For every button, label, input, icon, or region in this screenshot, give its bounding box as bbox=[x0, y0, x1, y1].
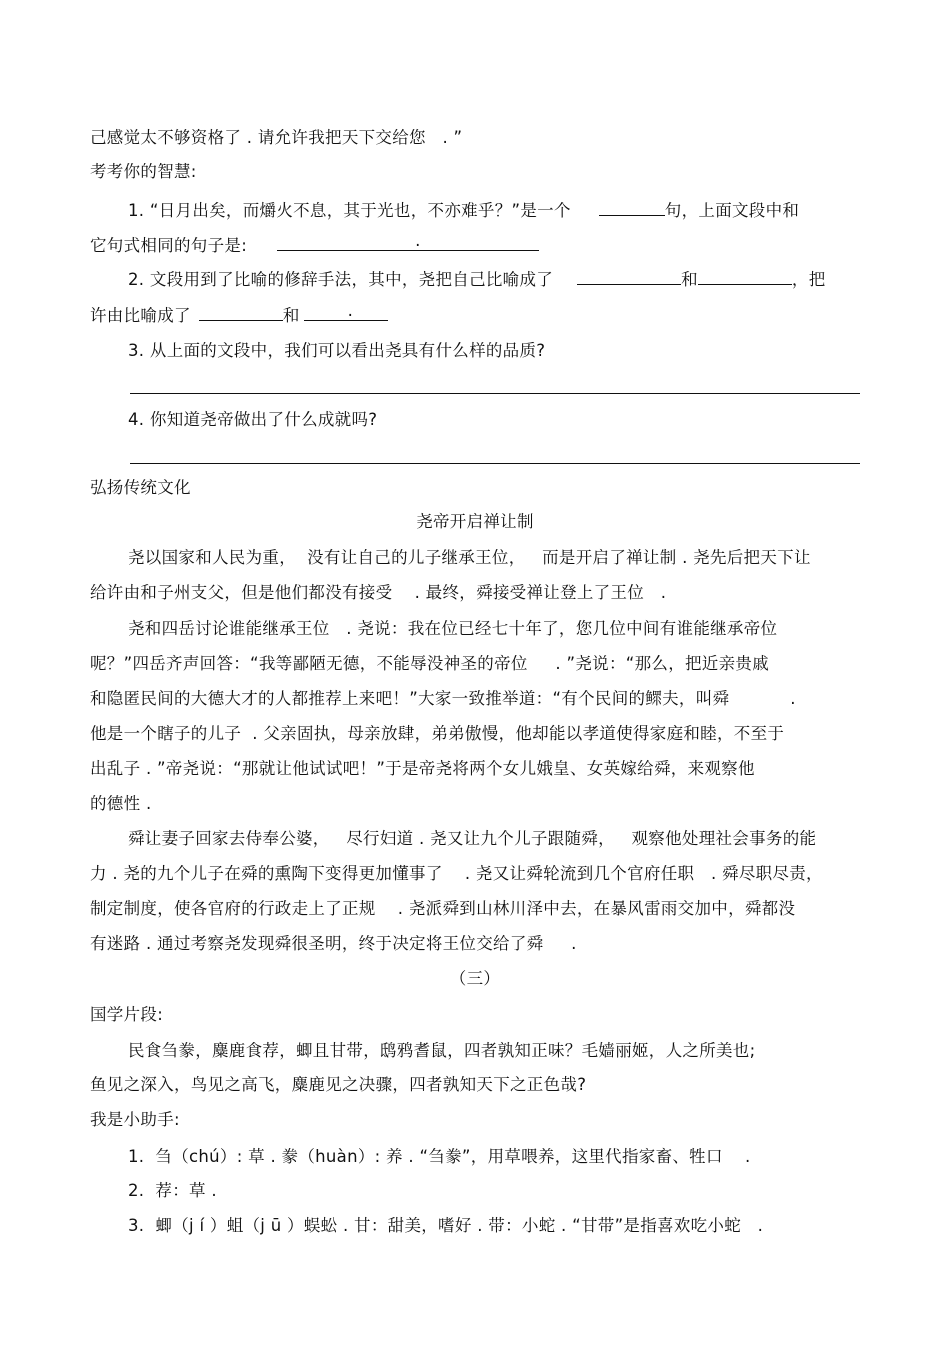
quote-line: 民食刍豢，麋鹿食荐，蝍且甘带，鸱鸦耆鼠，四者孰知正味？毛嫱丽姬，人之所美也; bbox=[128, 1041, 756, 1060]
article-title: 尧帝开启禅让制 bbox=[416, 512, 534, 531]
text-line: 己感觉太不够资格了 . 请允许我把天下交给您 . ” bbox=[90, 128, 463, 147]
paragraph-line: 尧以国家和人民为重， 没有让自己的儿子继承王位， 而是开启了禅让制 . 尧先后把天下让 bbox=[128, 548, 811, 567]
paragraph-line: 出乱子 . ”帝尧说：“那就让他试试吧！”于是帝尧将两个女儿娥皇、女英嫁给舜，来观察他 bbox=[90, 759, 755, 778]
paragraph-line: 舜让妻子回家去侍奉公婆， 尽行妇道 . 尧又让九个儿子跟随舜， 观察他处理社会事务的能 bbox=[128, 829, 817, 848]
note-item: 3. 蝍（j í ）蛆（j ū ）蜈蚣 . 甘：甜美，嗜好 . 带：小蛇 . “甘带”是指喜欢吃小蛇 . bbox=[128, 1216, 764, 1235]
section-heading: 国学片段: bbox=[90, 1005, 164, 1024]
section-heading: 弘扬传统文化 bbox=[90, 478, 191, 497]
answer-blank[interactable] bbox=[277, 231, 539, 251]
section-number: （三） bbox=[449, 969, 501, 988]
question-text: 许由比喻成了 bbox=[90, 306, 191, 325]
paragraph-line: 的德性 . bbox=[90, 794, 152, 813]
question-3: 3. 从上面的文段中，我们可以看出尧具有什么样的品质? bbox=[128, 341, 546, 360]
blank-dot: . bbox=[347, 301, 354, 320]
and-text: 和 bbox=[681, 270, 698, 289]
answer-line[interactable] bbox=[130, 463, 860, 464]
paragraph-line: 力 . 尧的九个儿子在舜的熏陶下变得更加懂事了 . 尧又让舜轮流到几个官府任职 . 舜尽职尽责， bbox=[90, 864, 823, 883]
answer-blank[interactable] bbox=[599, 199, 665, 216]
paragraph-line: 他是一个瞎子的儿子 . 父亲固执，母亲放肆，弟弟傲慢，他却能以孝道使得家庭和睦，不至于 bbox=[90, 724, 785, 743]
paragraph-line: 制定制度，使各官府的行政走上了正规 . 尧派舜到山林川泽中去，在暴风雷雨交加中，舜都没 bbox=[90, 899, 796, 918]
answer-blank[interactable] bbox=[698, 268, 792, 285]
note-item: 1. 刍（chú）: 草 . 豢（huàn）: 养 . “刍豢”，用草喂养，这里代指家畜、牲口 . bbox=[128, 1147, 751, 1166]
blank-dot: . bbox=[415, 231, 421, 250]
answer-line[interactable] bbox=[130, 393, 860, 394]
question-2 bbox=[128, 268, 826, 290]
quote-line: 鱼见之深入，鸟见之高飞，麋鹿见之决骤，四者孰知天下之正色哉? bbox=[90, 1075, 587, 1094]
note-item: 2. 荐：草 . bbox=[128, 1181, 217, 1200]
and-text: 和 bbox=[282, 306, 300, 325]
question-1-line-2 bbox=[90, 231, 539, 256]
question-text: 句，上面文段中和 bbox=[664, 201, 800, 220]
answer-blank[interactable] bbox=[304, 301, 388, 321]
answer-blank[interactable] bbox=[577, 268, 681, 285]
paragraph-line: 给许由和子州支父，但是他们都没有接受 . 最终，舜接受禅让登上了王位 . bbox=[90, 583, 667, 602]
question-text: 1. “日月出矣，而爝火不息，其于光也，不亦难乎？”是一个 bbox=[128, 201, 571, 220]
question-text: 2. 文段用到了比喻的修辞手法，其中，尧把自己比喻成了 bbox=[128, 270, 554, 289]
question-text: ，把 bbox=[791, 270, 826, 289]
paragraph-line: 呢？”四岳齐声回答：“我等鄙陋无德，不能辱没神圣的帝位 . ”尧说：“那么，把近亲贵戚 bbox=[90, 654, 770, 673]
section-heading: 我是小助手: bbox=[90, 1110, 180, 1129]
paragraph-line: 尧和四岳讨论谁能继承王位 . 尧说：我在位已经七十年了，您几位中间有谁能继承帝位 bbox=[128, 619, 778, 638]
paragraph-line: 有迷路 . 通过考察尧发现舜很圣明，终于决定将王位交给了舜 . bbox=[90, 934, 577, 953]
answer-blank[interactable] bbox=[199, 304, 283, 321]
paragraph-line: 和隐匿民间的大德大才的人都推荐上来吧！”大家一致推举道：“有个民间的鳏夫，叫舜 . bbox=[90, 689, 796, 708]
question-1 bbox=[128, 199, 799, 221]
question-4: 4. 你知道尧帝做出了什么成就吗? bbox=[128, 410, 378, 429]
question-text: 它句式相同的句子是: bbox=[90, 236, 248, 255]
question-2-line-2 bbox=[90, 301, 388, 326]
section-heading: 考考你的智慧: bbox=[90, 162, 197, 181]
